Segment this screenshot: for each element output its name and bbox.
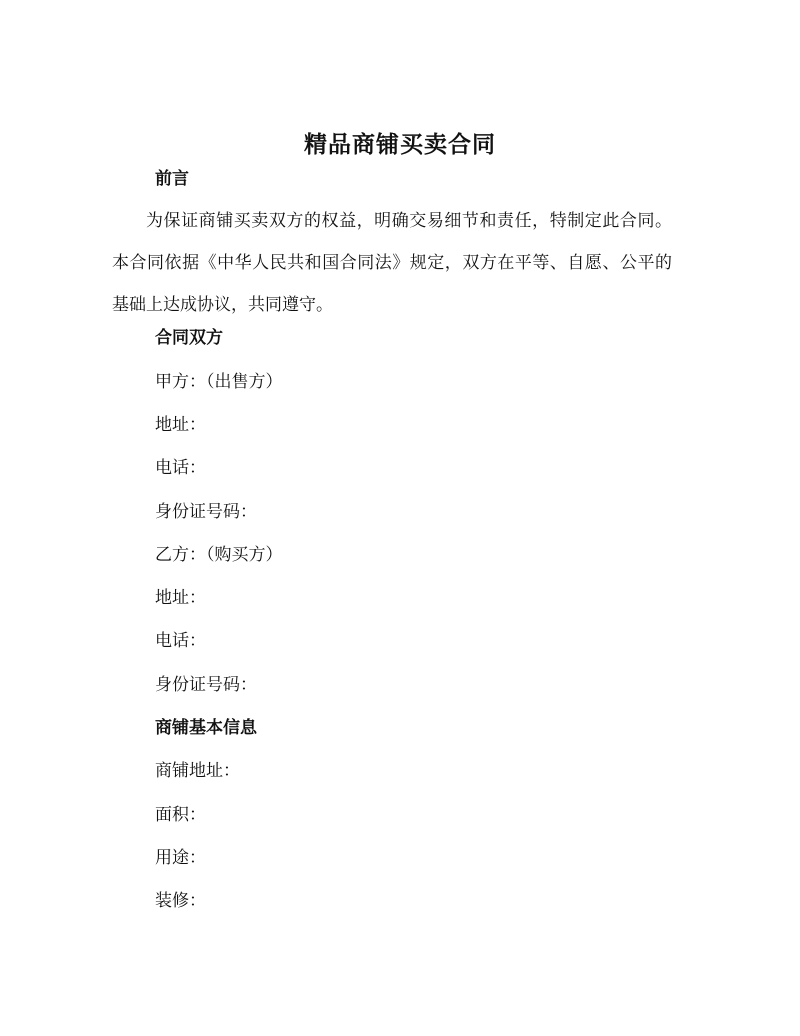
preface-body: 为保证商铺买卖双方的权益，明确交易细节和责任，特制定此合同。本合同依据《中华人民共和国合同法》规定，双方在平等、自愿、公平的基础上达成协议，共同遵守。 <box>112 211 672 315</box>
shop-decoration: 装修： <box>155 891 206 911</box>
party-a-address: 地址： <box>155 415 206 435</box>
preface-heading: 前言 <box>155 169 189 189</box>
party-b-address: 地址： <box>155 588 206 608</box>
shop-address: 商铺地址： <box>155 761 240 781</box>
party-b-id-number: 身份证号码： <box>155 675 257 695</box>
party-a-id-number: 身份证号码： <box>155 502 257 522</box>
party-a-phone: 电话： <box>155 458 206 478</box>
shop-info-heading: 商铺基本信息 <box>155 718 257 738</box>
party-a-label: 甲方：（出售方） <box>155 372 283 392</box>
parties-heading: 合同双方 <box>155 328 223 348</box>
party-b-label: 乙方：（购买方） <box>155 545 283 565</box>
shop-usage: 用途： <box>155 848 206 868</box>
party-b-phone: 电话： <box>155 631 206 651</box>
shop-area: 面积： <box>155 805 206 825</box>
document-title: 精品商铺买卖合同 <box>304 131 496 158</box>
